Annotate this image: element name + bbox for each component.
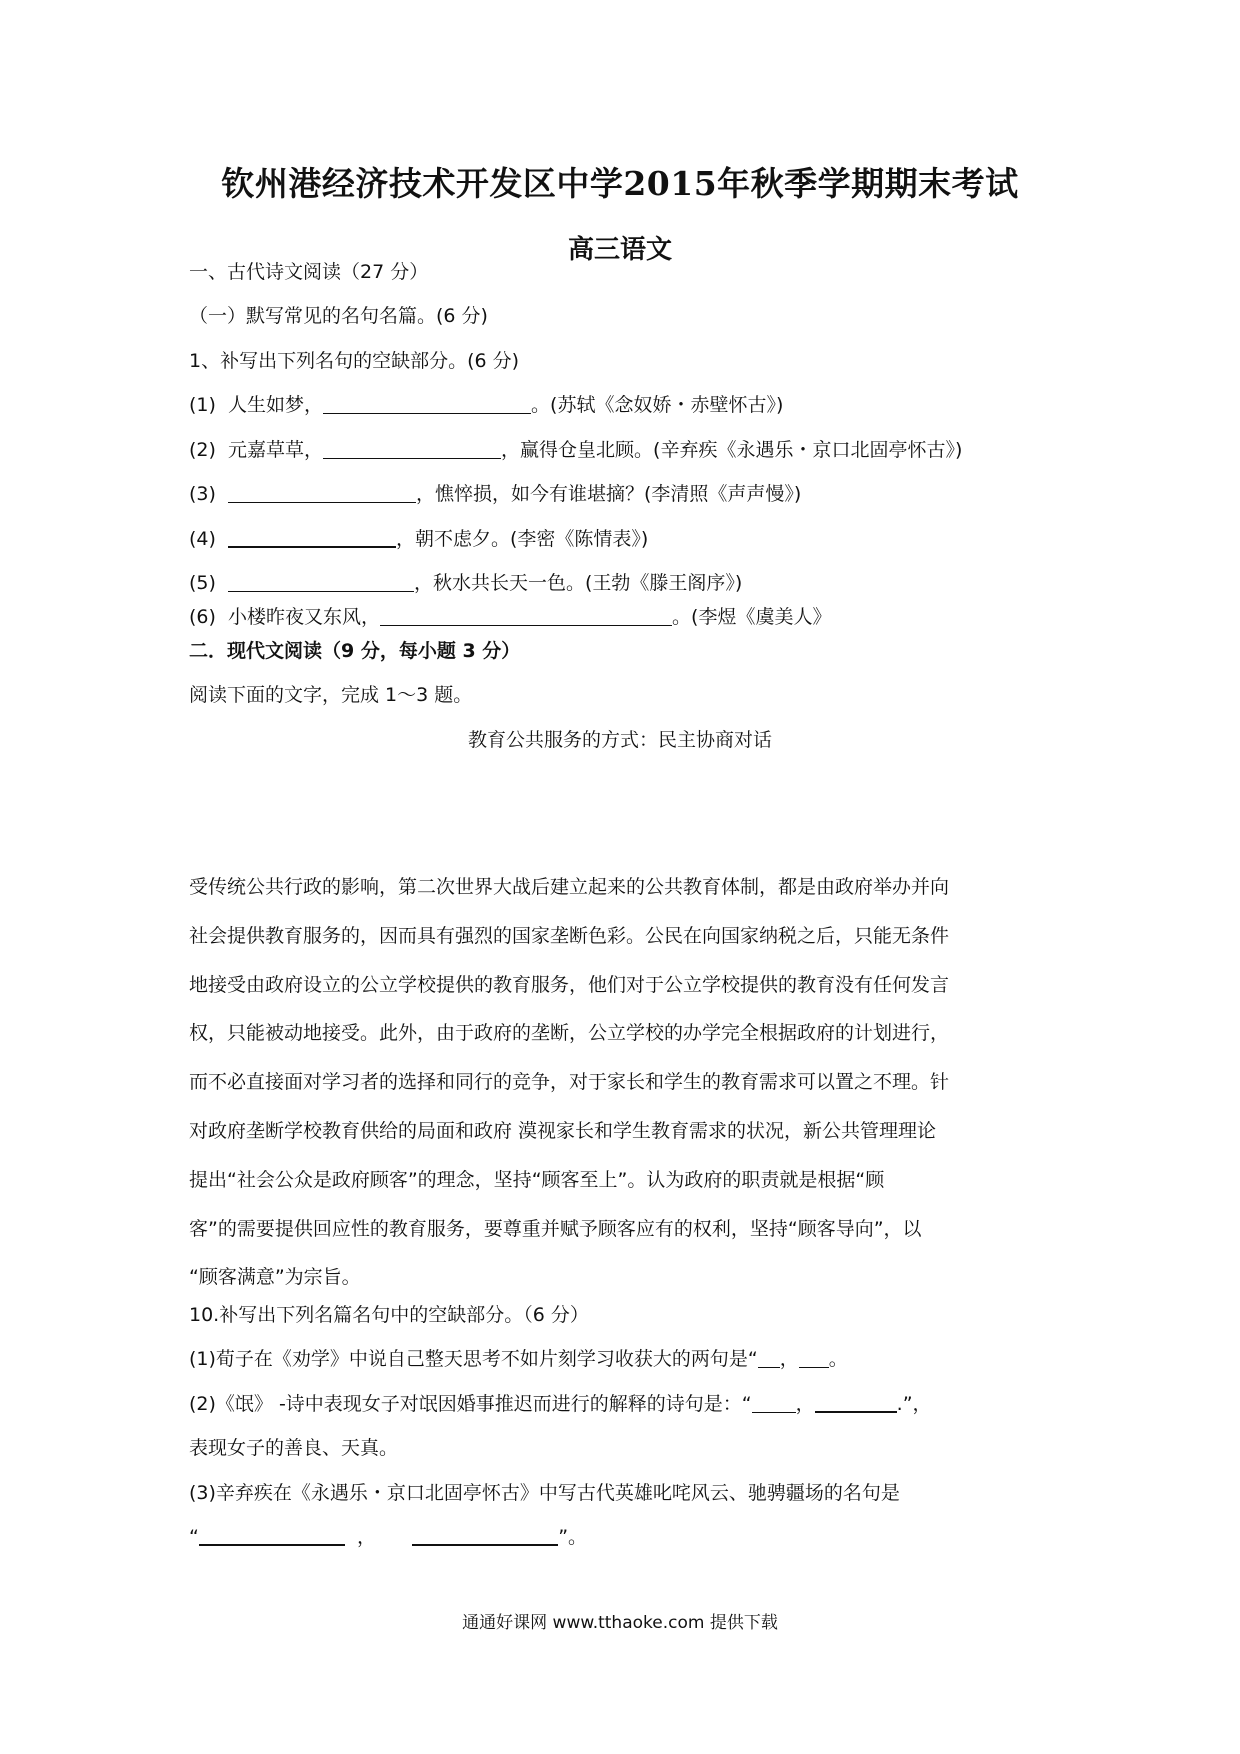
question-item-3 [189,481,801,507]
question-item-4 [189,526,648,552]
question-item-1 [189,392,783,418]
question10-item-2 [189,1391,932,1417]
separator: ， [795,1393,815,1415]
article-line: 提出“社会公众是政府顾客”的理念，坚持“顾客至上”。认为政府的职责就是根据“顾 [189,1168,885,1191]
item-text-after: ，憔悴损，如今有谁堪摘？(李清照《声声慢》) [416,483,802,505]
item-end: ”。 [558,1526,588,1548]
item-text: (2)《氓》 -诗中表现女子对氓因婚事推迟而进行的解释的诗句是：“ [189,1393,752,1415]
question10-item-3: (3)辛弃疾在《永遇乐・京口北固亭怀古》中写古代英雄叱咤风云、驰骋疆场的名句是 [189,1482,900,1504]
question10-item-2-continued: 表现女子的善良、天真。 [189,1437,399,1459]
question-item-2 [189,437,962,463]
section2-instruction: 阅读下面的文字，完成 1～3 题。 [189,684,473,706]
answer-blank[interactable] [380,605,672,626]
item-text-before: 小楼昨夜又东风， [228,606,381,628]
article-line: 客”的需要提供回应性的教育服务，要尊重并赋予顾客应有的权利，坚持“顾客导向”，以 [189,1217,922,1240]
article-line: 权，只能被动地接受。此外，由于政府的垄断，公立学校的办学完全根据政府的计划进行， [189,1022,950,1045]
item-number: (3) [189,483,216,505]
question-item-6 [189,604,831,630]
item-text-after: ，赢得仓皇北顾。(辛弃疾《永遇乐・京口北固亭怀古》) [501,439,963,461]
question10-item-1 [189,1346,848,1372]
answer-blank[interactable] [228,526,396,548]
item-number: (1) [189,394,216,416]
separator: ， [356,1526,376,1548]
question-item-5 [189,570,742,596]
answer-blank[interactable] [815,1391,897,1413]
question10-heading: 10.补写出下列名篇名句中的空缺部分。（6 分） [189,1304,589,1326]
answer-blank[interactable] [323,438,501,459]
answer-blank[interactable] [199,1524,345,1546]
answer-blank[interactable] [799,1347,829,1368]
item-text-after: 。(苏轼《念奴娇・赤壁怀古》) [531,394,784,416]
answer-blank[interactable] [758,1347,780,1368]
answer-blank[interactable] [752,1392,796,1413]
article-line: 对政府垄断学校教育供给的局面和政府 漠视家长和学生教育需求的状况，新公共管理理论 [189,1119,937,1142]
question10-item-3-answer [189,1524,587,1550]
answer-blank[interactable] [412,1524,558,1546]
answer-blank[interactable] [228,482,416,503]
answer-blank[interactable] [228,571,414,592]
article-line: “顾客满意”为宗旨。 [189,1266,361,1289]
article-line: 社会提供教育服务的，因而具有强烈的国家垄断色彩。公民在向国家纳税之后，只能无条件 [189,924,950,947]
article-line: 而不必直接面对学习者的选择和同行的竞争，对于家长和学生的教育需求可以置之不理。针 [189,1071,950,1094]
section2-heading: 二．现代文阅读（9 分，每小题 3 分） [189,640,521,662]
item-number: (6) [189,606,216,628]
item-text-after: ，秋水共长天一色。(王勃《滕王阁序》) [414,572,743,594]
section1-subheading: （一）默写常见的名句名篇。(6 分) [189,305,488,327]
exam-title: 钦州港经济技术开发区中学2015年秋季学期期末考试 [221,164,1019,203]
footer-source: 通通好课网 www.tthaoke.com 提供下载 [462,1613,778,1633]
item-end: 。 [828,1348,848,1370]
item-end: .”， [896,1393,932,1415]
question1-heading: 1、补写出下列名句的空缺部分。(6 分) [189,350,520,372]
item-number: (2) [189,439,216,461]
article-body [189,863,1059,1302]
open-quote: “ [189,1526,199,1548]
article-line: 受传统公共行政的影响，第二次世界大战后建立起来的公共教育体制，都是由政府举办并向 [189,876,950,898]
article-line: 地接受由政府设立的公立学校提供的教育服务，他们对于公立学校提供的教育没有任何发言 [189,973,950,996]
article-title: 教育公共服务的方式：民主协商对话 [467,729,772,751]
item-text-after: 。(李煜《虞美人》 [672,606,832,628]
separator: ， [779,1348,799,1370]
item-text-before: 人生如梦， [228,394,324,416]
exam-subtitle: 高三语文 [567,235,672,265]
item-text-after: ，朝不虑夕。(李密《陈情表》) [396,528,649,550]
item-number: (4) [189,528,216,550]
item-number: (5) [189,572,216,594]
section1-heading: 一、古代诗文阅读（27 分） [189,261,429,283]
item-text-before: 元嘉草草， [228,439,324,461]
answer-blank[interactable] [323,393,531,414]
item-text: (1)荀子在《劝学》中说自己整天思考不如片刻学习收获大的两句是“ [189,1348,758,1370]
